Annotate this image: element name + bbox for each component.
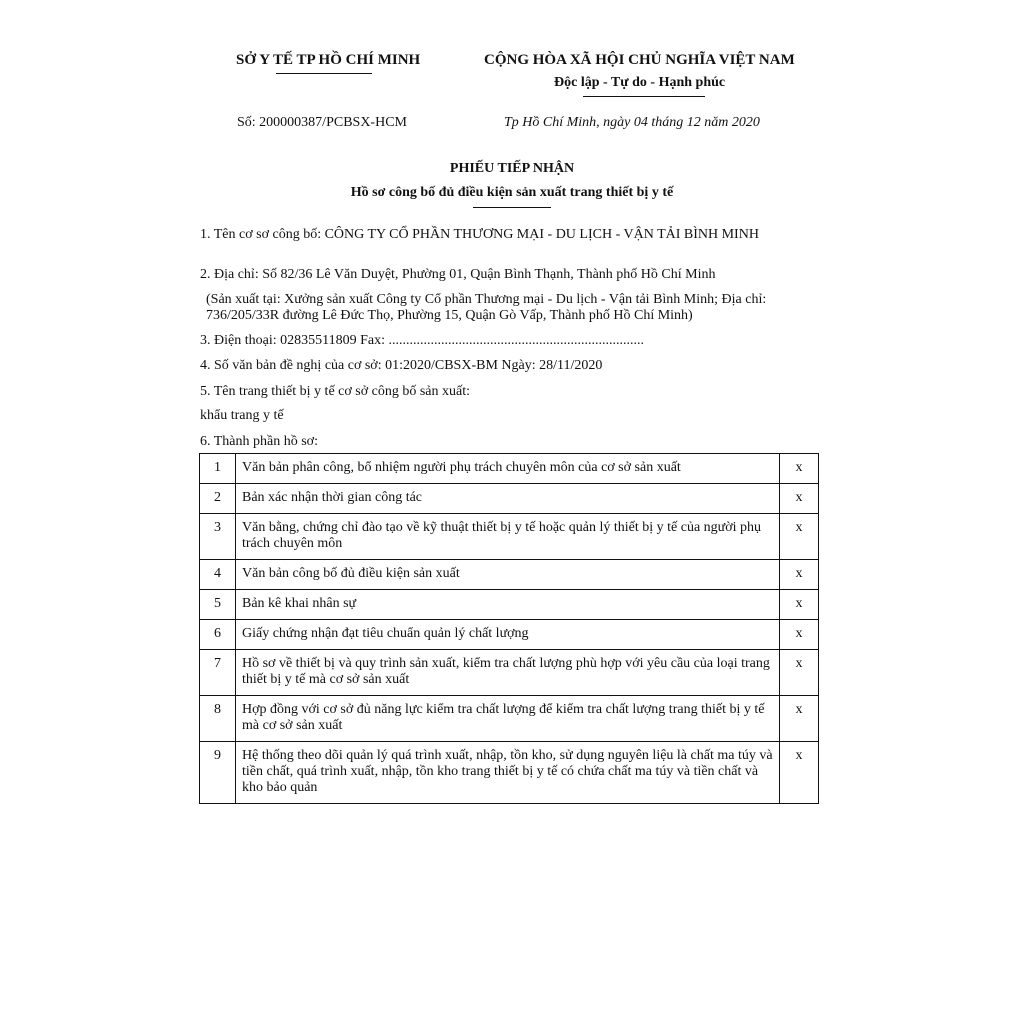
row-description: Văn bản công bố đủ điều kiện sản xuất	[236, 560, 780, 590]
row-description: Hợp đồng với cơ sở đủ năng lực kiểm tra chất lượng để kiểm tra chất lượng trang thiết bị y tế mà cơ sở sản xuất	[236, 696, 780, 742]
row-mark: x	[780, 742, 819, 804]
row-mark: x	[780, 514, 819, 560]
national-motto: Độc lập - Tự do - Hạnh phúc	[554, 75, 726, 90]
table-row	[200, 484, 819, 514]
request-document: 4. Số văn bản đề nghị của cơ sở: 01:2020/CBSX-BM Ngày: 28/11/2020	[200, 358, 603, 373]
production-site: (Sản xuất tại: Xưởng sản xuất Công ty Cổ phần Thương mại - Du lịch - Vận tải Bình Minh; Địa chỉ: 736/205/33R đường Lê Đức Thọ, Phường 15, Quận Gò Vấp, Thành phố Hồ Chí Minh)	[206, 292, 767, 323]
place-date: Tp Hồ Chí Minh, ngày 04 tháng 12 năm 2020	[504, 115, 760, 130]
row-mark: x	[780, 620, 819, 650]
row-number: 7	[200, 650, 236, 696]
device-value: khẩu trang y tế	[200, 408, 284, 423]
row-description: Bản kê khai nhân sự	[236, 590, 780, 620]
row-number: 2	[200, 484, 236, 514]
row-description: Văn bằng, chứng chỉ đào tạo về kỹ thuật thiết bị y tế hoặc quản lý thiết bị y tế của người phụ trách chuyên môn	[236, 514, 780, 560]
document-number: Số: 200000387/PCBSX-HCM	[237, 115, 407, 130]
row-description: Bản xác nhận thời gian công tác	[236, 484, 780, 514]
table-row	[200, 590, 819, 620]
row-number: 9	[200, 742, 236, 804]
row-mark: x	[780, 650, 819, 696]
row-number: 1	[200, 454, 236, 484]
device-label: 5. Tên trang thiết bị y tế cơ sở công bố sản xuất:	[200, 384, 470, 399]
agency-name: SỞ Y TẾ TP HỒ CHÍ MINH	[236, 52, 421, 68]
row-number: 3	[200, 514, 236, 560]
row-description: Hệ thống theo dõi quản lý quá trình xuất, nhập, tồn kho, sử dụng nguyên liệu là chất ma túy và tiền chất, quá trình xuất, nhập, tồn kho trang thiết bị y tế có chứa chất ma túy và tiền chất và kho bảo quản	[236, 742, 780, 804]
row-mark: x	[780, 484, 819, 514]
row-mark: x	[780, 590, 819, 620]
facility-address: 2. Địa chỉ: Số 82/36 Lê Văn Duyệt, Phường 01, Quận Bình Thạnh, Thành phố Hồ Chí Minh	[200, 267, 716, 282]
table-row	[200, 514, 819, 560]
row-mark: x	[780, 560, 819, 590]
row-description: Hồ sơ về thiết bị và quy trình sản xuất, kiểm tra chất lượng phù hợp với yêu cầu của loại trang thiết bị y tế mà cơ sở sản xuất	[236, 650, 780, 696]
row-description: Văn bản phân công, bổ nhiệm người phụ trách chuyên môn của cơ sở sản xuất	[236, 454, 780, 484]
document-title: PHIẾU TIẾP NHẬN	[449, 161, 575, 176]
table-row	[200, 560, 819, 590]
phone-fax: 3. Điện thoại: 02835511809 Fax: .........................................................................	[200, 333, 644, 348]
republic-heading: CỘNG HÒA XÃ HỘI CHỦ NGHĨA VIỆT NAM	[484, 52, 795, 68]
row-number: 8	[200, 696, 236, 742]
agency-underline	[276, 73, 372, 74]
table-row	[200, 620, 819, 650]
components-label: 6. Thành phần hồ sơ:	[200, 434, 318, 449]
facility-name: 1. Tên cơ sơ công bố: CÔNG TY CỔ PHẦN THƯƠNG MẠI - DU LỊCH - VẬN TẢI BÌNH MINH	[200, 227, 759, 242]
table-row	[200, 454, 819, 484]
motto-underline	[583, 96, 705, 97]
subtitle-underline	[473, 207, 551, 208]
table-row	[200, 742, 819, 804]
table-row	[200, 650, 819, 696]
components-table	[199, 453, 819, 804]
row-number: 4	[200, 560, 236, 590]
document-subtitle: Hồ sơ công bố đủ điều kiện sản xuất trang thiết bị y tế	[350, 185, 674, 200]
row-number: 6	[200, 620, 236, 650]
row-description: Giấy chứng nhận đạt tiêu chuẩn quản lý chất lượng	[236, 620, 780, 650]
row-number: 5	[200, 590, 236, 620]
row-mark: x	[780, 454, 819, 484]
row-mark: x	[780, 696, 819, 742]
table-row	[200, 696, 819, 742]
